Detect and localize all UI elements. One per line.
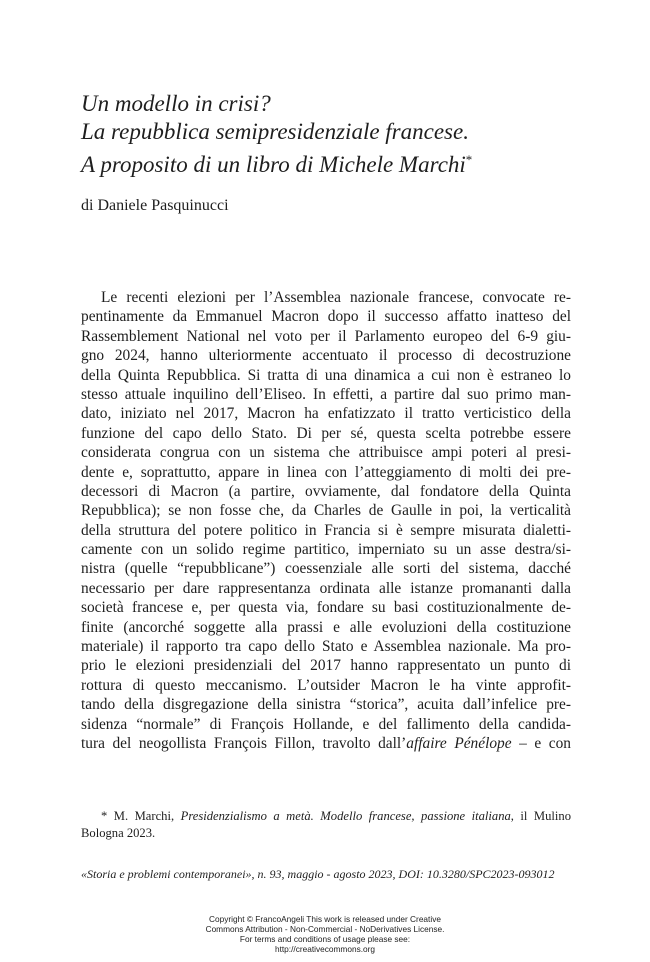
body-line: Le recenti elezioni per l’Assemblea nazionale francese, convocate re- <box>101 289 571 306</box>
title-line-3 <box>81 146 581 179</box>
footnote-pre: M. Marchi, <box>107 809 181 823</box>
last-line-italic: affaire Pénélope <box>406 734 512 752</box>
body-last-line <box>81 734 571 753</box>
title-line-2: La repubblica semipresidenziale francese. <box>81 119 469 144</box>
body-line: gno 2024, hanno ulteriormente accentuato il processo di decostruzione <box>81 347 571 365</box>
body-line: funzione del capo dello Stato. Di per sé, questa scelta potrebbe essere <box>81 424 571 442</box>
body-line: della Quinta Repubblica. Si tratta di una dinamica a cui non è estraneo lo <box>81 366 571 384</box>
body-line: considerata congrua con un sistema che attribuisce ampi poteri al presi- <box>81 444 571 462</box>
title-line-3-text: A proposito di un libro di Michele Marchi <box>81 152 466 177</box>
body-line: della struttura del potere politico in Francia si è sempre misurata dialetti- <box>81 521 571 539</box>
body-line: finite (ancorché soggette alla prassi e alle evoluzioni della costituzione <box>81 618 571 636</box>
footnote-marker: * <box>101 809 108 823</box>
body-line: materiale) il rapporto tra capo dello Stato e Assemblea nazionale. Ma pro- <box>81 638 571 656</box>
body-line: prio le elezioni presidenziali del 2017 hanno rappresentato un punto di <box>81 657 571 675</box>
copyright-line-1: Copyright © FrancoAngeli This work is released under Creative <box>209 914 441 924</box>
body-line: dente e, soprattutto, appare in linea con l’atteggiamento di molti dei pre- <box>81 463 571 481</box>
copyright-line-3: For terms and conditions of usage please see: <box>239 934 411 944</box>
author-byline: di Daniele Pasquinucci <box>81 197 229 214</box>
body-line: camente con un solido regime partitico, imperniato su un asse destra/si- <box>81 541 571 559</box>
last-line-post: – e con <box>511 734 571 752</box>
title-line-1: Un modello in crisi? <box>81 91 271 116</box>
body-line: Repubblica); se non fosse che, da Charles de Gaulle in poi, la verticalità <box>81 502 571 520</box>
body-line: rottura di questo meccanismo. L’outsider Macron le ha vinte approfit- <box>81 676 571 694</box>
body-line: decessori di Macron (a partire, ovviamente, dal fondatore della Quinta <box>81 482 571 500</box>
journal-citation: «Storia e problemi contemporanei», n. 93, maggio - agosto 2023, DOI: 10.3280/SPC2023-093012 <box>81 867 555 881</box>
body-line: sidenza “normale” di François Hollande, e del fallimento della candida- <box>81 715 571 733</box>
body-line: Rassemblement National nel voto per il Parlamento europeo del 6-9 giu- <box>81 327 571 345</box>
title-footnote-marker: * <box>465 152 473 167</box>
body-line: necessario per dare rappresentanza ordinata alle istanze promananti dalla <box>81 579 571 597</box>
body-line: dato, iniziato nel 2017, Macron ha enfatizzato il tratto verticistico della <box>81 405 571 423</box>
footnote-line-1 <box>81 808 571 825</box>
body-line: stesso attuale inquilino dell’Eliseo. In effetti, a partire dal suo primo man- <box>81 385 571 403</box>
footnote-line-2: Bologna 2023. <box>81 826 156 840</box>
body-line: tando della disgregazione della sinistra “storica”, acuita dall’infelice pre- <box>81 696 571 714</box>
body-text <box>81 288 571 753</box>
footnote-post: , il Mulino <box>510 809 571 823</box>
footnote-book-title: Presidenzialismo a metà. Modello francese, passione italiana <box>180 809 511 823</box>
article-title <box>81 90 581 179</box>
copyright-notice <box>175 914 475 954</box>
copyright-link[interactable]: http://creativecommons.org <box>274 944 376 954</box>
footnote <box>81 808 571 842</box>
last-line-pre: tura del neogollista François Fillon, travolto dall’ <box>81 734 407 752</box>
body-line: nistra (quelle “repubblicane”) coessenziale alle sorti del sistema, dacché <box>81 560 571 578</box>
body-line: società francese e, per questa via, fondare su basi costituzionalmente de- <box>81 599 571 617</box>
body-line: pentinamente da Emmanuel Macron dopo il successo affatto inatteso del <box>81 308 571 326</box>
copyright-line-2: Commons Attribution - Non-Commercial - NoDerivatives License. <box>205 924 445 934</box>
